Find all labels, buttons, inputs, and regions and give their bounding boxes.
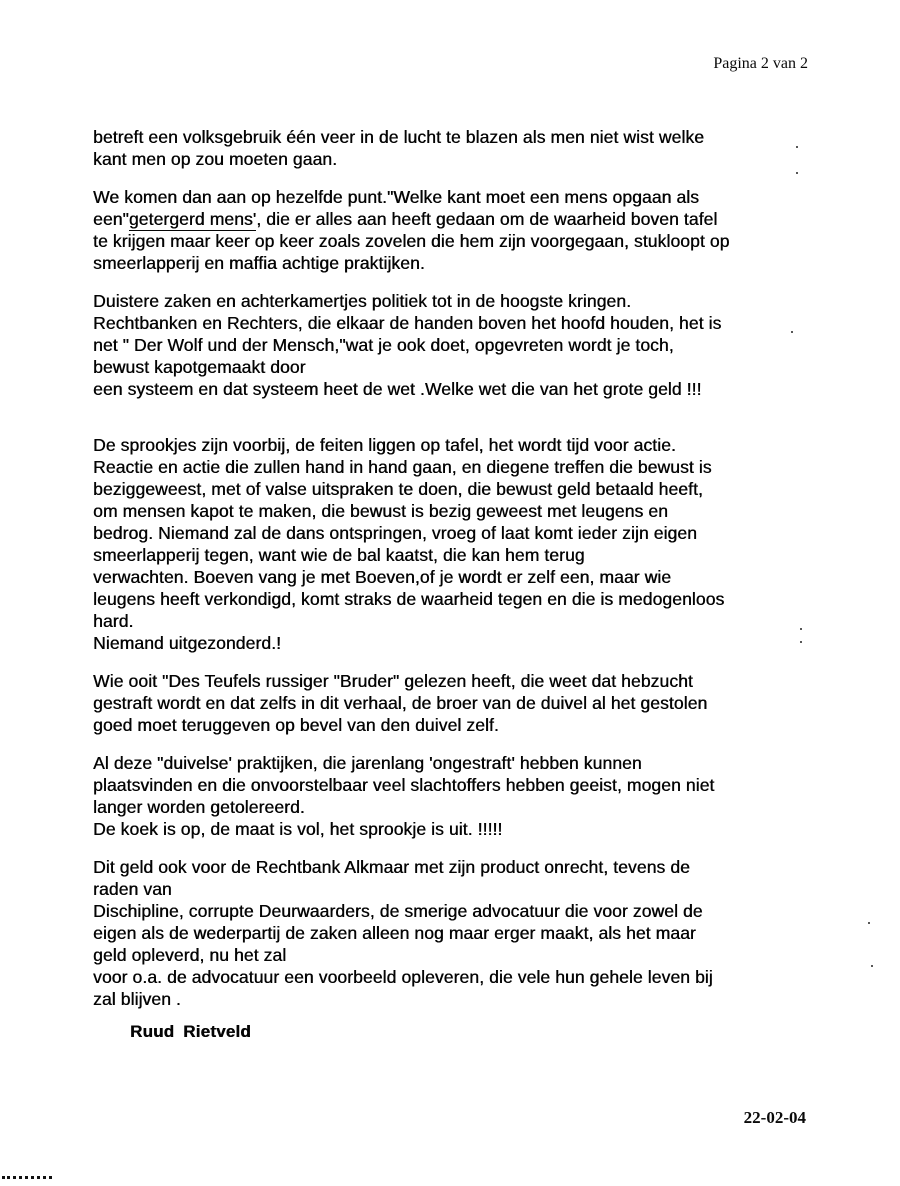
paragraph: Dit geld ook voor de Rechtbank Alkmaar met zijn product onrecht, tevens de raden van Dischipline, corrupte Deurwaarders, de smerige advocatuur die voor zowel de eigen als de wederpartij de zaken alleen nog maar erger maakt, als het maar geld opleverd, nu het zal voor o.a. de advocatuur een voorbeeld opleveren, die vele hun gehele leven bij zal blijven .	[93, 857, 713, 1009]
paragraph: Duistere zaken en achterkamertjes politiek tot in de hoogste kringen. Rechtbanken en Rechters, die elkaar de handen boven het hoofd houden, het is net " Der Wolf und der Mensch,"wat je ook doet, opgevreten wordt je toch, bewust kapotgemaakt door een systeem en dat systeem heet de wet .Welke wet die van het grote geld !!!	[93, 291, 722, 399]
letter-body	[93, 126, 817, 1010]
signature-name: Ruud Rietveld	[130, 1022, 251, 1041]
paragraph: We komen dan aan op hezelfde punt."Welke kant moet een mens opgaan als een"getergerd mens', die er alles aan heeft gedaan om de waarheid boven tafel te krijgen maar keer op keer zoals zovelen die hem zijn voorgegaan, stukloopt op smeerlapperij en maffia achtige praktijken.	[93, 187, 730, 273]
scan-speck	[800, 628, 802, 630]
scan-speck	[800, 641, 802, 643]
underlined-phrase: getergerd mens'	[128, 209, 257, 229]
scan-dotted-line	[2, 1176, 52, 1179]
paragraph: betreft een volksgebruik één veer in de lucht te blazen als men niet wist welke kant men op zou moeten gaan.	[93, 127, 705, 169]
scan-speck	[796, 146, 798, 148]
scan-speck	[796, 172, 798, 174]
date-stamp: 22-02-04	[743, 1108, 806, 1127]
page-number: Pagina 2 van 2	[713, 55, 808, 72]
scan-speck	[868, 922, 870, 924]
paragraph: De sprookjes zijn voorbij, de feiten liggen op tafel, het wordt tijd voor actie. Reactie en actie die zullen hand in hand gaan, en diegene treffen die bewust is beziggeweest, met of valse uitspraken te doen, die bewust geld betaald heeft, om mensen kapot te maken, die bewust is bezig geweest met leugens en bedrog. Niemand zal de dans ontspringen, vroeg of laat komt ieder zijn eigen smeerlapperij tegen, want wie de bal kaatst, die kan hem terug verwachten. Boeven vang je met Boeven,of je wordt er zelf een, maar wie leugens heeft verkondigd, komt straks de waarheid tegen en die is medogenloos hard. Niemand uitgezonderd.!	[93, 435, 725, 653]
paragraph: Wie ooit "Des Teufels russiger "Bruder" gelezen heeft, die weet dat hebzucht gestraft wordt en dat zelfs in dit verhaal, de broer van de duivel al het gestolen goed moet teruggeven op bevel van den duivel zelf.	[93, 671, 708, 735]
scan-speck	[871, 965, 873, 967]
scan-speck	[791, 331, 793, 333]
paragraph: Al deze "duivelse' praktijken, die jarenlang 'ongestraft' hebben kunnen plaatsvinden en die onvoorstelbaar veel slachtoffers hebben geeist, mogen niet langer worden getolereerd. De koek is op, de maat is vol, het sprookje is uit. !!!!!	[93, 753, 715, 839]
